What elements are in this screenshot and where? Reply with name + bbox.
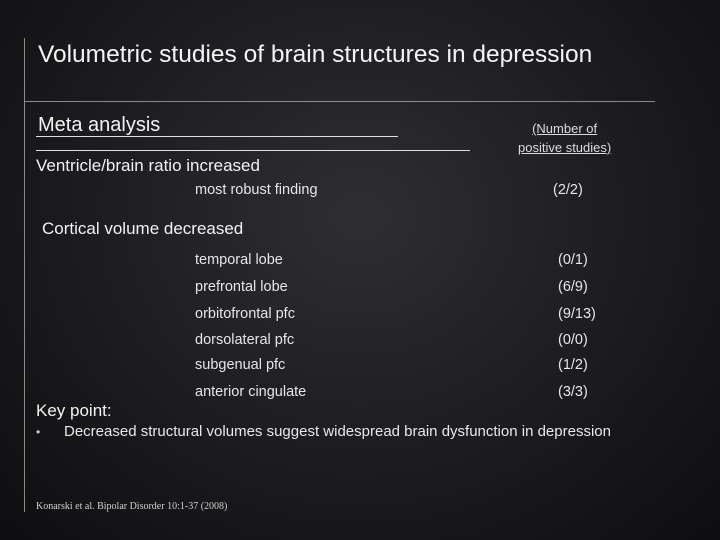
row-value-temporal: (0/1): [558, 252, 588, 268]
column-header-line1: (Number of: [532, 121, 598, 136]
ventricle-value: (2/2): [553, 182, 583, 198]
row-value-subgenual: (1/2): [558, 357, 588, 373]
column-header: [518, 119, 611, 157]
row-label-prefrontal: prefrontal lobe: [195, 279, 288, 295]
row-label-dorsolateral: dorsolateral pfc: [195, 332, 295, 348]
section-underline: [36, 150, 470, 151]
vertical-rule: [24, 38, 25, 512]
row-label-subgenual: subgenual pfc: [195, 357, 286, 373]
bullet-icon: •: [36, 425, 41, 439]
key-point-text: Decreased structural volumes suggest widespread brain dysfunction in depression: [64, 423, 611, 440]
row-value-dorsolateral: (0/0): [558, 332, 588, 348]
slide-title: Volumetric studies of brain structures in depression: [38, 41, 593, 68]
row-label-orbitofrontal: orbitofrontal pfc: [195, 306, 295, 322]
row-value-anterior-cingulate: (3/3): [558, 384, 588, 400]
cortical-heading: Cortical volume decreased: [42, 219, 244, 238]
row-value-orbitofrontal: (9/13): [558, 306, 596, 322]
meta-analysis-heading: Meta analysis: [38, 114, 161, 136]
row-label-temporal: temporal lobe: [195, 252, 283, 268]
key-point-heading: Key point:: [36, 401, 112, 420]
ventricle-heading: Ventricle/brain ratio increased: [36, 156, 260, 175]
ventricle-label: most robust finding: [195, 182, 318, 198]
title-divider: [24, 101, 655, 102]
meta-analysis-underline: [36, 136, 398, 137]
citation: Konarski et al. Bipolar Disorder 10:1-37 (2008): [36, 501, 228, 512]
row-label-anterior-cingulate: anterior cingulate: [195, 384, 307, 400]
column-header-line2: positive studies): [518, 140, 612, 155]
row-value-prefrontal: (6/9): [558, 279, 588, 295]
